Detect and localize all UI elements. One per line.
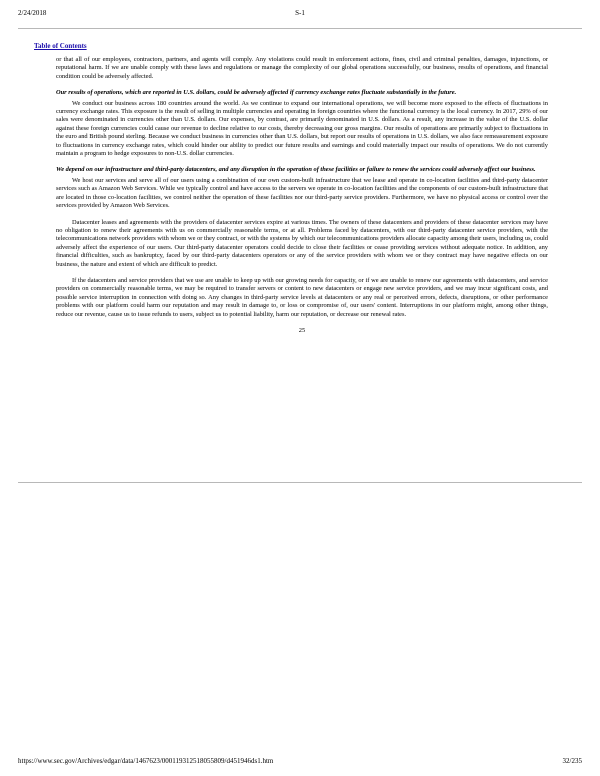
risk-heading-currency: Our results of operations, which are reported in U.S. dollars, could be adversely affected if currency exchange rates fluctuate substantially in the future. bbox=[56, 89, 457, 97]
table-of-contents-link[interactable]: Table of Contents bbox=[34, 42, 87, 50]
paragraph: We conduct our business across 180 countries around the world. As we continue to expand our international operations, we will become more exposed to the effects of fluctuations in currency exchange rates. This exposure is the result of selling in multiple currencies and operating in foreign countries where the functional currency is the local currency. In 2017, 29% of our sales were denominated in currencies other than U.S. dollars. Our expenses, by contrast, are primarily denominated in U.S. dollars. As a result, any increase in the value of the U.S. dollar against these foreign currencies could cause our revenue to decline relative to our costs, thereby decreasing our gross margins. Our results of operations are primarily subject to fluctuations in the euro and British pound sterling. Because we conduct business in currencies other than U.S. dollars, but report our results of operations in U.S. dollars, we also face remeasurement exposure to fluctuations in currency exchange rates, which could hinder our ability to predict our future results and earnings and could materially impact our results of operations. We do not currently maintain a program to hedge exposures to non-U.S. dollar currencies. bbox=[56, 99, 548, 158]
paragraph: If the datacenters and service providers that we use are unable to keep up with our growing needs for capacity, or if we are unable to renew our agreements with datacenters, and service providers on commercially reasonable terms, we may be required to transfer servers or content to new datacenters or engage new service providers, and we may incur significant costs, and possible service interruption in connection with doing so. Any changes in third-party service levels at datacenters or any real or perceived errors, defects, disruptions, or other performance problems with our platform could harm our reputation and may result in damage to, or loss or compromise of, our users' content. Interruptions in our platform might, among other things, reduce our revenue, cause us to issue refunds to users, subject us to potential liability, harm our reputation, or decrease our renewal rates. bbox=[56, 276, 548, 318]
page-number: 25 bbox=[298, 326, 306, 334]
risk-heading-infrastructure: We depend on our infrastructure and third-party datacenters, and any disruption in the operation of these facilities or failure to renew the services could adversely affect our business. bbox=[56, 166, 536, 174]
paragraph: Datacenter leases and agreements with the providers of datacenter services expire at various times. The owners of these datacenters and providers of these datacenter services may have no obligation to renew their agreements with us on commercially reasonable terms, or at all. Problems faced by datacenters, with our third-party datacenter service providers, with the telecommunications network providers with whom we or they contract, or with the systems by which our telecommunications providers allocate capacity among their users, including us, could adversely affect the experience of our users. Our third-party datacenter operators could decide to close their facilities or cease providing services without adequate notice. In addition, any financial difficulties, such as bankruptcy, faced by our third-party datacenters operators or any of the service providers with whom we or they contract may have negative effects on our business, the nature and extent of which are difficult to predict. bbox=[56, 218, 548, 268]
header-date: 2/24/2018 bbox=[18, 9, 47, 17]
footer-url: https://www.sec.gov/Archives/edgar/data/1467623/000119312518055809/d451946ds1.htm bbox=[18, 757, 274, 765]
paragraph: We host our services and serve all of our users using a combination of our own custom-built infrastructure that we lease and operate in co-location facilities and third-party datacenter services such as Amazon Web Services. While we typically control and have access to the servers we operate in co-location facilities and the components of our custom-built infrastructure that are located in those co-location facilities, we control neither the operation of these facilities nor our third-party service providers. Furthermore, we have no physical access or control over the services provided by Amazon Web Services. bbox=[56, 176, 548, 210]
footer-divider bbox=[18, 482, 582, 483]
header-title: S-1 bbox=[295, 9, 305, 17]
footer-page-count: 32/235 bbox=[562, 757, 582, 765]
document-body bbox=[56, 56, 548, 335]
paragraph: or that all of our employees, contractors, partners, and agents will comply. Any violations could result in enforcement actions, fines, civil and criminal penalties, damages, injunctions, or reputational harm. If we are unable comply with these laws and regulations or manage the complexity of our global operations successfully, our business, results of operations, and financial condition could be adversely affected. bbox=[56, 56, 548, 80]
header-divider bbox=[18, 28, 582, 29]
